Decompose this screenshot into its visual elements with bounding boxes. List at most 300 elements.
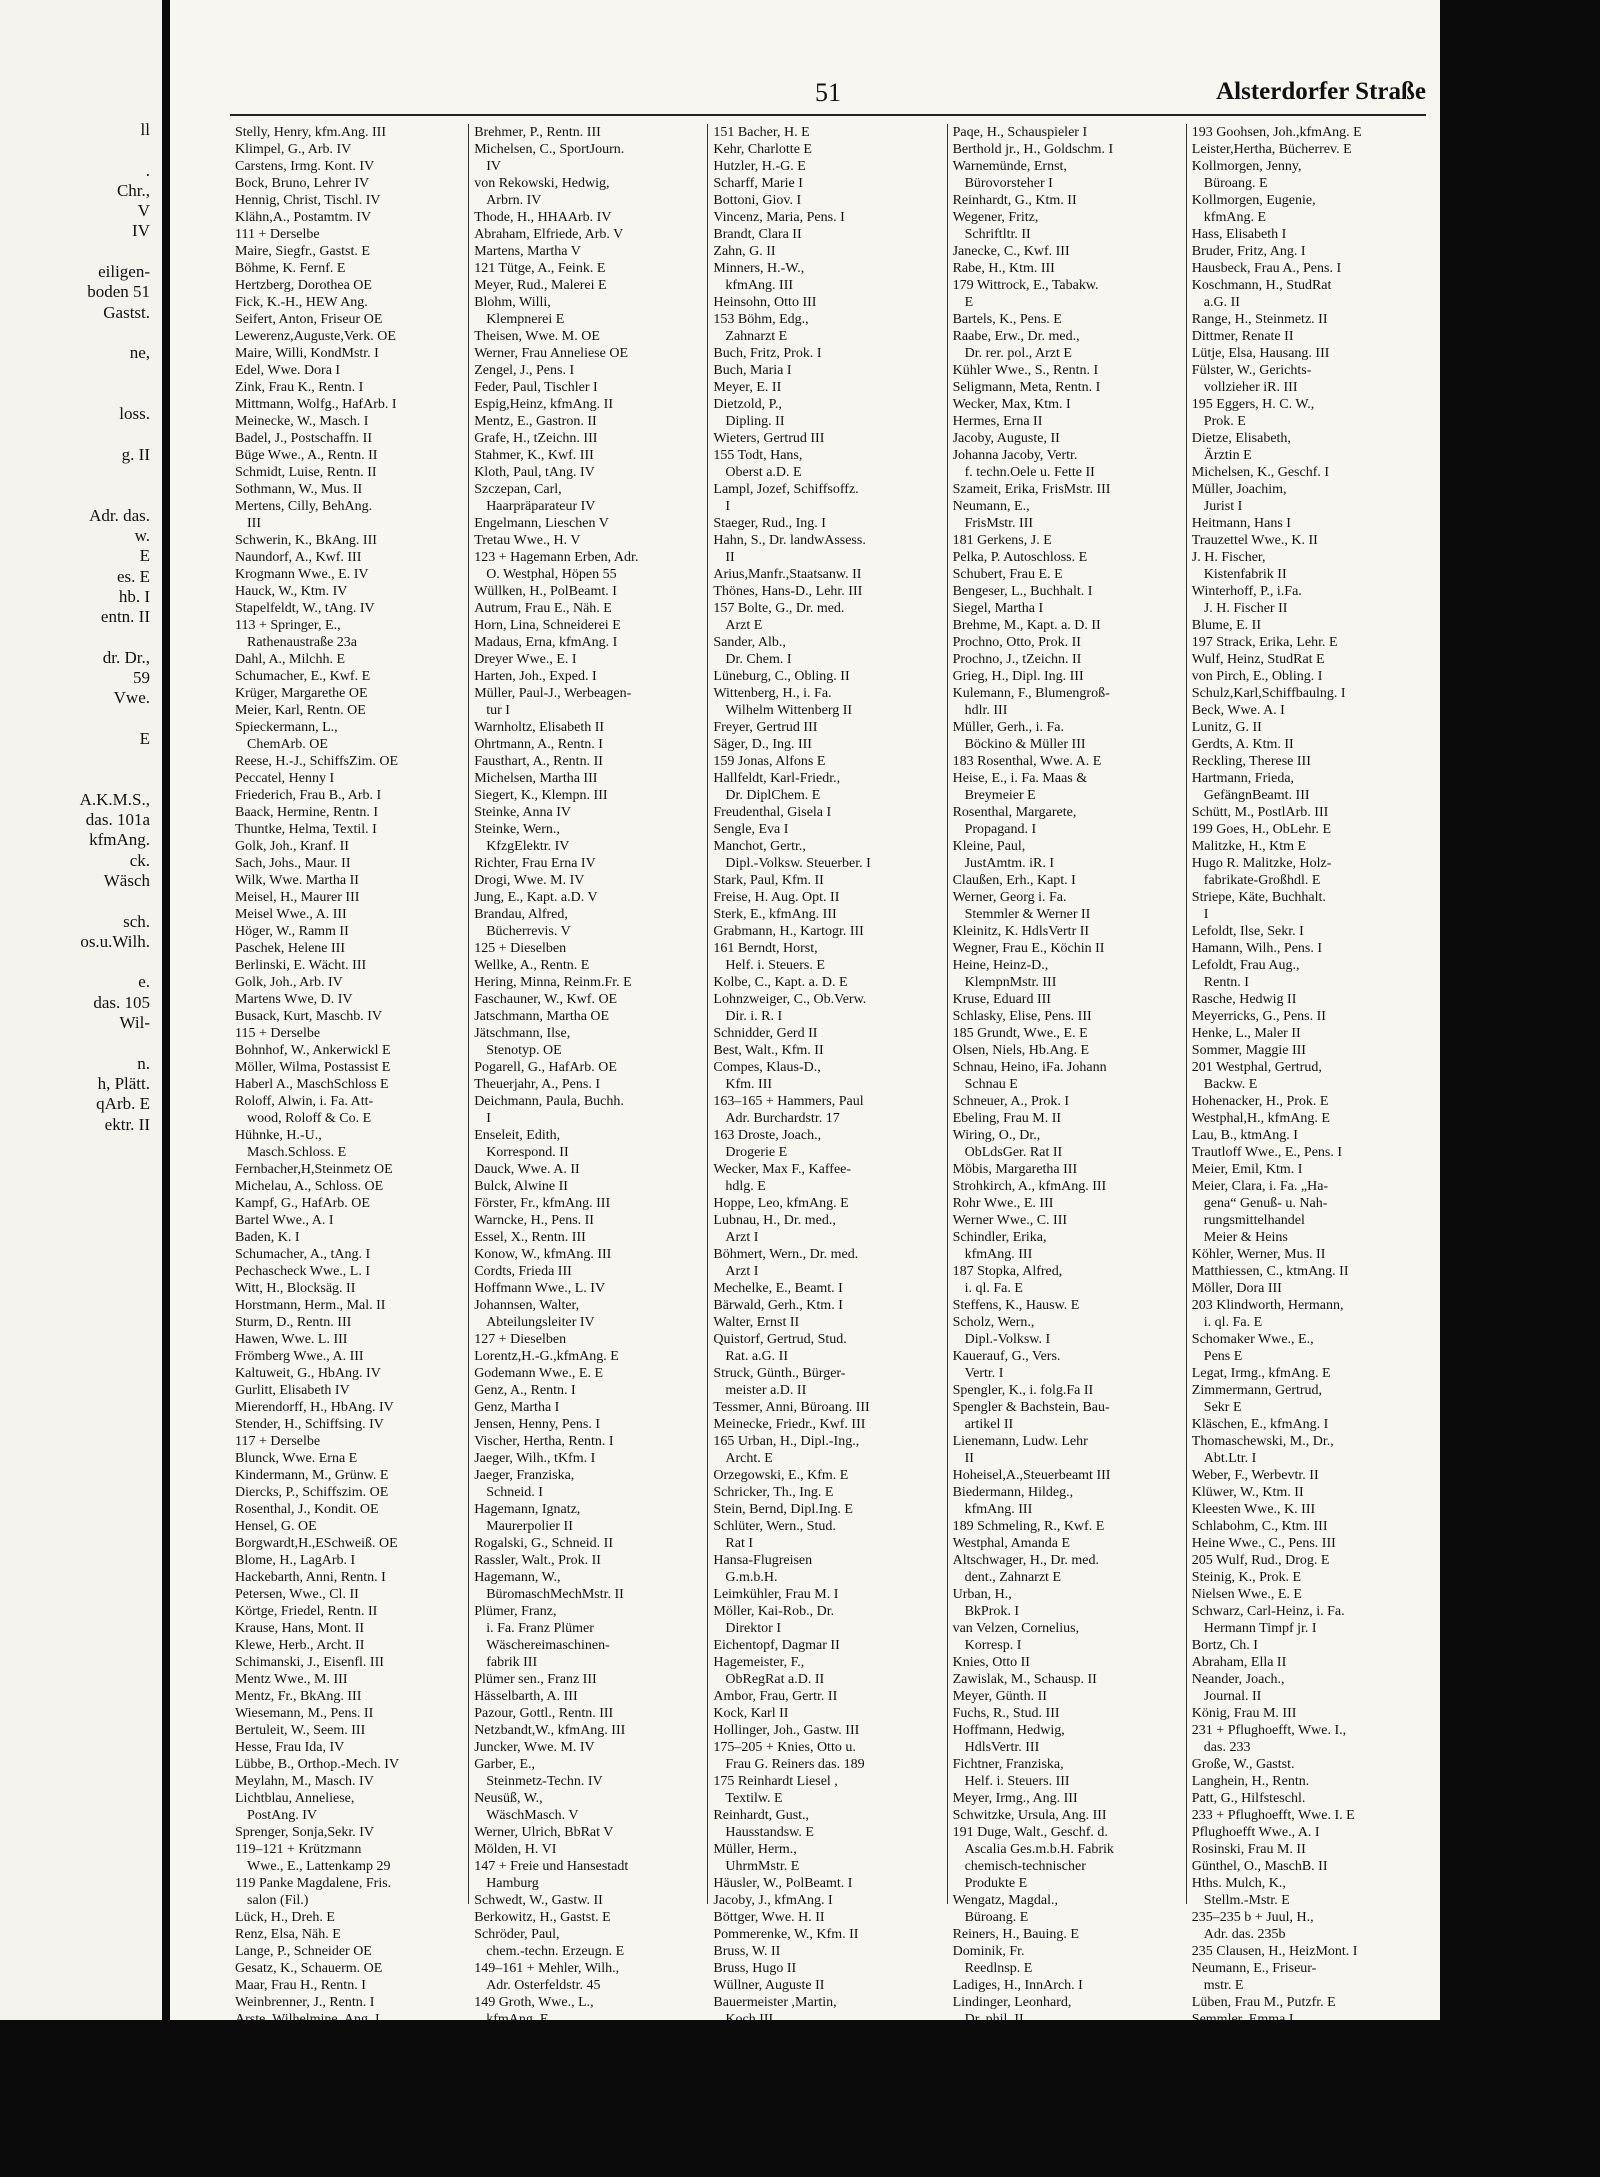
directory-entry: Leister,Hertha, Bücherrev. E [1191, 142, 1352, 157]
directory-entry: Schnau E [964, 1077, 1018, 1092]
strip-line: eiligen- [98, 262, 150, 282]
directory-entry: Säger, D., Ing. III [713, 737, 812, 752]
directory-entry: 231 + Pflughoefft, Wwe. I., [1191, 1723, 1347, 1738]
directory-entry: Zimmermann, Gertrud, [1191, 1383, 1323, 1398]
directory-entry: dent., Zahnarzt E [964, 1570, 1061, 1585]
directory-entry: Schmidt, Luise, Rentn. II [235, 465, 377, 480]
strip-line: ne, [129, 343, 150, 363]
directory-entry: Paqe, H., Schauspieler I [952, 125, 1088, 140]
directory-entry: BkProk. I [964, 1604, 1020, 1619]
previous-page-strip [0, 0, 162, 2020]
directory-entry: 165 Urban, H., Dipl.-Ing., [713, 1434, 860, 1449]
directory-entry: Thode, H., HHAArb. IV [474, 210, 612, 225]
directory-entry: Maire, Willi, KondMstr. I [235, 346, 379, 361]
directory-entry: Pommerenke, W., Kfm. II [713, 1927, 859, 1942]
directory-entry: Scharff, Marie I [713, 176, 803, 191]
directory-entry: chem.-techn. Erzeugn. E [486, 1944, 625, 1959]
strip-line [0, 323, 156, 343]
directory-entry: Möller, Dora III [1191, 1281, 1282, 1296]
directory-entry: J. H. Fischer, [1191, 550, 1266, 565]
directory-entry: Hutzler, H.-G. E [713, 159, 806, 174]
directory-entry: Zengel, J., Pens. I [474, 363, 575, 378]
directory-entry: Konow, W., kfmAng. III [474, 1247, 612, 1262]
directory-entry: Schimanski, J., Eisenfl. III [235, 1655, 384, 1670]
directory-entry: Hauck, W., Ktm. IV [235, 584, 348, 599]
directory-entry: Scholz, Wern., [952, 1315, 1035, 1330]
directory-entry: Hennig, Christ, Tischl. IV [235, 193, 381, 208]
directory-entry: Madaus, Erna, kfmAng. I [474, 635, 618, 650]
directory-entry: Wilhelm Wittenberg II [725, 703, 853, 718]
directory-entry: Wegner, Frau E., Köchin II [952, 941, 1105, 956]
directory-entry: Gesatz, K., Schauerm. OE [235, 1961, 383, 1976]
directory-entry: Range, H., Steinmetz. II [1191, 312, 1328, 327]
directory-entry: Wulf, Heinz, StudRat E [1191, 652, 1325, 667]
directory-entry: Hagemeister, F., [713, 1655, 805, 1670]
directory-entry: Schütt, M., PostlArb. III [1191, 805, 1329, 820]
previous-page-text [0, 120, 156, 1135]
directory-entry: Lichtblau, Anneliese, [235, 1791, 355, 1806]
strip-line: 59 [133, 668, 150, 688]
directory-entry: von Rekowski, Hedwig, [474, 176, 610, 191]
directory-entry: kfmAng. III [964, 1247, 1033, 1262]
strip-line: das. 105 [93, 992, 150, 1012]
directory-entry: Prochno, Otto, Prok. II [952, 635, 1081, 650]
directory-entry: Lewerenz,Auguste,Verk. OE [235, 329, 396, 344]
directory-entry: Dittmer, Renate II [1191, 329, 1294, 344]
directory-entry: Lampl, Jozef, Schiffsoffz. [713, 482, 859, 497]
directory-entry: gena“ Genuß- u. Nah- [1203, 1196, 1328, 1211]
directory-entry: Godemann Wwe., E. E [474, 1366, 604, 1381]
directory-entry: Müller, Gerh., i. Fa. [952, 720, 1065, 735]
column-3 [708, 124, 947, 2010]
directory-entry: Krogmann Wwe., E. IV [235, 567, 369, 582]
directory-entry: Schlabohm, C., Ktm. III [1191, 1519, 1328, 1534]
directory-entry: 159 Jonas, Alfons E [713, 754, 826, 769]
directory-entry: Lunitz, G. II [1191, 720, 1262, 735]
directory-entry: 185 Grundt, Wwe., E. E [952, 1026, 1088, 1041]
directory-entry: Kistenfabrik II [1203, 567, 1287, 582]
directory-entry: 149–161 + Mehler, Wilh., [474, 1961, 620, 1976]
directory-entry: Stellm.-Mstr. E [1203, 1893, 1290, 1908]
directory-entry: Spieckermann, L., [235, 720, 338, 735]
directory-entry: Blunck, Wwe. Erna E [235, 1451, 358, 1466]
directory-entry: Breymeier E [964, 788, 1036, 803]
directory-entry: O. Westphal, Höpen 55 [486, 567, 617, 582]
directory-entry: Fernbacher,H,Steinmetz OE [235, 1162, 393, 1177]
directory-entry: 149 Groth, Wwe., L., [474, 1995, 594, 2010]
directory-entry: Fichtner, Franziska, [952, 1757, 1064, 1772]
directory-entry: Dr. DiplChem. E [725, 788, 821, 803]
directory-entry: Kulemann, F., Blumengroß- [952, 686, 1110, 701]
directory-entry: Grabmann, H., Kartogr. III [713, 924, 864, 939]
directory-entry: van Velzen, Cornelius, [952, 1621, 1080, 1636]
directory-entry: Golk, Joh., Kranf. II [235, 839, 349, 854]
directory-entry: Szczepan, Carl, [474, 482, 562, 497]
directory-entry: Bortz, Ch. I [1191, 1638, 1258, 1653]
directory-entry: Seifert, Anton, Friseur OE [235, 312, 383, 327]
directory-entry: Trauzettel Wwe., K. II [1191, 533, 1318, 548]
directory-entry: Meier & Heins [1203, 1230, 1288, 1245]
directory-entry: 187 Stopka, Alfred, [952, 1264, 1063, 1279]
directory-entry: Plümer, Franz, [474, 1604, 557, 1619]
directory-entry: artikel II [964, 1417, 1014, 1432]
directory-entry: Hoheisel,A.,Steuerbeamt III [952, 1468, 1111, 1483]
directory-entry: Hackebarth, Anni, Rentn. I [235, 1570, 386, 1585]
directory-entry: Sekr E [1203, 1400, 1242, 1415]
directory-entry: Hoffmann, Hedwig, [952, 1723, 1065, 1738]
directory-entry: Pens E [1203, 1349, 1243, 1364]
directory-entry: 163–165 + Hammers, Paul [713, 1094, 864, 1109]
directory-entry: Kollmorgen, Jenny, [1191, 159, 1302, 174]
directory-entry: Schumacher, A., tAng. I [235, 1247, 371, 1262]
strip-line: das. 101a [85, 810, 150, 830]
directory-entry: Striepe, Käte, Buchhalt. [1191, 890, 1326, 905]
directory-entry: Meinecke, W., Masch. I [235, 414, 369, 429]
directory-entry: Warnholtz, Elisabeth II [474, 720, 605, 735]
directory-entry: Michelsen, C., SportJourn. [474, 142, 625, 157]
directory-entry: Garber, E., [474, 1757, 536, 1772]
column-2 [469, 124, 708, 2010]
directory-entry: Werner, Georg i. Fa. [952, 890, 1067, 905]
directory-entry: Grieg, H., Dipl. Ing. III [952, 669, 1084, 684]
directory-entry: Naundorf, A., Kwf. III [235, 550, 362, 565]
directory-entry: Wiring, O., Dr., [952, 1128, 1041, 1143]
directory-entry: Lück, H., Dreh. E [235, 1910, 335, 1925]
directory-entry: Sturm, D., Rentn. III [235, 1315, 352, 1330]
directory-entry: Dr. rer. pol., Arzt E [964, 346, 1072, 361]
directory-entry: Oberst a.D. E [725, 465, 802, 480]
directory-entry: 193 Goohsen, Joh.,kfmAng. E [1191, 125, 1362, 140]
directory-entry: Buch, Maria I [713, 363, 792, 378]
directory-entry: Archt. E [725, 1451, 773, 1466]
scan-background [0, 2020, 1600, 2177]
directory-entry: Brehme, M., Kapt. a. D. II [952, 618, 1101, 633]
directory-entry: Walter, Ernst II [713, 1315, 800, 1330]
directory-entry: Rassler, Walt., Prok. II [474, 1553, 601, 1568]
strip-line: ll [140, 120, 150, 139]
directory-entry: Arius,Manfr.,Staatsanw. II [713, 567, 862, 582]
directory-entry: Helf. i. Steuers. III [964, 1774, 1070, 1789]
directory-entry: Rasche, Hedwig II [1191, 992, 1297, 1007]
directory-entry: Sprenger, Sonja,Sekr. IV [235, 1825, 375, 1840]
strip-line [0, 627, 156, 647]
directory-entry: Hamann, Wilh., Pens. I [1191, 941, 1323, 956]
directory-entry: Ärztin E [1203, 448, 1252, 463]
directory-entry: Richter, Frau Erna IV [474, 856, 596, 871]
directory-entry: Meinecke, Friedr., Kwf. III [713, 1417, 866, 1432]
directory-entry: Siegel, Martha I [952, 601, 1044, 616]
column-4 [948, 124, 1187, 2010]
directory-entry: HdlsVertr. III [964, 1740, 1040, 1755]
directory-entry: Netzbandt,W., kfmAng. III [474, 1723, 626, 1738]
directory-entry: Roloff, Alwin, i. Fa. Att- [235, 1094, 374, 1109]
strip-line [0, 952, 156, 972]
strip-line: Wäsch [103, 870, 150, 890]
directory-entry: Abraham, Ella II [1191, 1655, 1287, 1670]
strip-line: g. II [121, 444, 150, 464]
directory-entry: FrisMstr. III [964, 516, 1034, 531]
directory-entry: das. 233 [1203, 1740, 1251, 1755]
directory-entry: Klüwer, W., Ktm. II [1191, 1485, 1304, 1500]
directory-entry: Jacoby, J., kfmAng. I [713, 1893, 833, 1908]
directory-entry: Blume, E. II [1191, 618, 1262, 633]
directory-entry: Petersen, Wwe., Cl. II [235, 1587, 359, 1602]
directory-entry: KfzgElektr. IV [486, 839, 570, 854]
directory-entry: a.G. II [1203, 295, 1240, 310]
directory-entry: Janecke, C., Kwf. III [952, 244, 1070, 259]
strip-line: A.K.M.S., [79, 789, 150, 809]
directory-entry: Große, W., Gastst. [1191, 1757, 1295, 1772]
directory-entry: Koschmann, H., StudRat [1191, 278, 1332, 293]
directory-entry: UhrmMstr. E [725, 1859, 800, 1874]
directory-entry: Möbis, Margaretha III [952, 1162, 1078, 1177]
directory-entry: Gerdts, A. Ktm. II [1191, 737, 1294, 752]
directory-entry: Wegener, Fritz, [952, 210, 1039, 225]
directory-entry: wood, Roloff & Co. E [247, 1111, 372, 1126]
strip-line: loss. [119, 404, 150, 424]
directory-entry: Pelka, P. Autoschloss. E [952, 550, 1088, 565]
directory-entry: Frömberg Wwe., A. III [235, 1349, 364, 1364]
directory-entry: Klewe, Herb., Archt. II [235, 1638, 365, 1653]
directory-entry: Tessmer, Anni, Büroang. III [713, 1400, 870, 1415]
directory-entry: i. Fa. Franz Plümer [486, 1621, 594, 1636]
strip-line [0, 485, 156, 505]
directory-entry: Carstens, Irmg. Kont. IV [235, 159, 375, 174]
directory-entry: Schnau, Heino, iFa. Johann [952, 1060, 1107, 1075]
directory-entry: Direktor I [725, 1621, 781, 1636]
directory-entry: Hermes, Erna II [952, 414, 1043, 429]
street-title: Alsterdorfer Straße [1216, 78, 1426, 105]
strip-line: os.u.Wilh. [80, 931, 150, 951]
directory-entry: meister a.D. II [725, 1383, 807, 1398]
directory-entry: Neander, Joach., [1191, 1672, 1285, 1687]
directory-entry: Zahnarzt E [725, 329, 788, 344]
directory-entry: Manchot, Gertr., [713, 839, 806, 854]
directory-entry: II [725, 550, 735, 565]
directory-entry: 235–235 b + Juul, H., [1191, 1910, 1314, 1925]
directory-entry: Meisel, H., Maurer III [235, 890, 360, 905]
directory-entry: Höger, W., Ramm II [235, 924, 349, 939]
strip-line [0, 242, 156, 262]
directory-entry: i. ql. Fa. E [1203, 1315, 1263, 1330]
directory-entry: Dreyer Wwe., E. I [474, 652, 577, 667]
directory-entry: Hoffmann Wwe., L. IV [474, 1281, 606, 1296]
directory-entry: Zink, Frau K., Rentn. I [235, 380, 364, 395]
directory-entry: Horstmann, Herm., Mal. II [235, 1298, 386, 1313]
directory-entry: Müller, Herm., [713, 1842, 797, 1857]
strip-line [0, 891, 156, 911]
directory-entry: 183 Rosenthal, Wwe. A. E [952, 754, 1102, 769]
directory-entry: Witt, H., Blocksäg. II [235, 1281, 356, 1296]
directory-entry: Gurlitt, Elisabeth IV [235, 1383, 350, 1398]
directory-entry: Dauck, Wwe. A. II [474, 1162, 580, 1177]
strip-line [0, 140, 156, 160]
directory-entry: Martens, Martha V [474, 244, 581, 259]
directory-entry: kfmAng. III [964, 1502, 1033, 1517]
directory-entry: Bulck, Alwine II [474, 1179, 568, 1194]
directory-entry: Schwitzke, Ursula, Ang. III [952, 1808, 1107, 1823]
directory-entry: Meier, Clara, i. Fa. „Ha- [1191, 1179, 1329, 1194]
page-number: 51 [815, 78, 841, 107]
directory-entry: Schumacher, E., Kwf. E [235, 669, 371, 684]
directory-entry: Vertr. I [964, 1366, 1004, 1381]
directory-entry: 203 Klindworth, Hermann, [1191, 1298, 1344, 1313]
directory-entry: 147 + Freie und Hansestadt [474, 1859, 629, 1874]
directory-entry: Quistorf, Gertrud, Stud. [713, 1332, 847, 1347]
directory-entry: Bohnhof, W., Ankerwickl E [235, 1043, 391, 1058]
directory-entry: Ambor, Frau, Gertr. II [713, 1689, 838, 1704]
directory-entry: von Pirch, E., Obling. I [1191, 669, 1323, 684]
directory-entry: 125 + Dieselben [474, 941, 567, 956]
directory-entry: Bengeser, L., Buchhalt. I [952, 584, 1093, 599]
directory-entry: Freyer, Gertrud III [713, 720, 818, 735]
directory-entry: Mierendorff, H., HbAng. IV [235, 1400, 394, 1415]
directory-entry: Förster, Fr., kfmAng. III [474, 1196, 611, 1211]
directory-entry: König, Frau M. III [1191, 1706, 1297, 1721]
directory-entry: IV [486, 159, 501, 174]
directory-entry: chemisch-technischer [964, 1859, 1086, 1874]
directory-entry: Mechelke, E., Beamt. I [713, 1281, 843, 1296]
directory-entry: Kleesten Wwe., K. III [1191, 1502, 1316, 1517]
strip-line: . [145, 160, 150, 180]
directory-entry: 175–205 + Knies, Otto u. [713, 1740, 856, 1755]
directory-entry: Reinhardt, Gust., [713, 1808, 810, 1823]
directory-entry: Korresp. I [964, 1638, 1022, 1653]
directory-entry: Brehmer, P., Rentn. III [474, 125, 601, 140]
directory-entry: Minners, H.-W., [713, 261, 805, 276]
directory-entry: Michelsen, K., Geschf. I [1191, 465, 1330, 480]
directory-entry: Meylahn, M., Masch. IV [235, 1774, 374, 1789]
column-5 [1187, 124, 1426, 2010]
directory-entry: Hartmann, Frieda, [1191, 771, 1295, 786]
directory-entry: Berthold jr., H., Goldschm. I [952, 142, 1114, 157]
strip-line [0, 364, 156, 384]
page-header [230, 78, 1426, 116]
directory-entry: 157 Bolte, G., Dr. med. [713, 601, 845, 616]
directory-entry: Malitzke, H., Ktm E [1191, 839, 1307, 854]
directory-entry: Kläschen, E., kfmAng. I [1191, 1417, 1329, 1432]
directory-entry: 201 Westphal, Gertrud, [1191, 1060, 1322, 1075]
directory-entry: Kehr, Charlotte E [713, 142, 812, 157]
directory-entry: 199 Goes, H., ObLehr. E [1191, 822, 1331, 837]
directory-entry: Raabe, Erw., Dr. med., [952, 329, 1080, 344]
directory-entry: Thuntke, Helma, Textil. I [235, 822, 377, 837]
strip-line: kfmAng. [89, 830, 150, 850]
directory-entry: Hawen, Wwe. L. III [235, 1332, 348, 1347]
directory-entry: Dipl.-Volksw. Steuerber. I [725, 856, 871, 871]
directory-entry: Rabe, H., Ktm. III [952, 261, 1055, 276]
directory-entry: Baack, Hermine, Rentn. I [235, 805, 379, 820]
directory-entry: Maire, Siegfr., Gastst. E [235, 244, 370, 259]
directory-entry: Sommer, Maggie III [1191, 1043, 1306, 1058]
directory-entry: Meisel Wwe., A. III [235, 907, 347, 922]
directory-entry: Genz, A., Rentn. I [474, 1383, 576, 1398]
directory-entry: Pogarell, G., HafArb. OE [474, 1060, 617, 1075]
directory-entry: Ebeling, Frau M. II [952, 1111, 1062, 1126]
directory-entry: Spengler & Bachstein, Bau- [952, 1400, 1110, 1415]
directory-entry: Kauerauf, G., Vers. [952, 1349, 1061, 1364]
directory-entry: Best, Walt., Kfm. II [713, 1043, 824, 1058]
directory-entry: Krüger, Margarethe OE [235, 686, 368, 701]
directory-entry: Schneuer, A., Prok. I [952, 1094, 1070, 1109]
directory-entry: II [964, 1451, 974, 1466]
directory-entry: hdlr. III [964, 703, 1008, 718]
directory-entry: Weber, F., Werbevtr. II [1191, 1468, 1319, 1483]
directory-entry: Essel, X., Rentn. III [474, 1230, 586, 1245]
directory-entry: Arzt E [725, 618, 763, 633]
directory-entry: Claußen, Erh., Kapt. I [952, 873, 1076, 888]
directory-entry: Schricker, Th., Ing. E [713, 1485, 834, 1500]
directory-entry: Ohrtmann, A., Rentn. I [474, 737, 603, 752]
directory-entry: Wüllner, Auguste II [713, 1978, 825, 1993]
directory-entry: Schulz,Karl,Schiffbaulng. I [1191, 686, 1346, 701]
directory-entry: Fuchs, R., Stud. III [952, 1706, 1060, 1721]
directory-entry: Leimkühler, Frau M. I [713, 1587, 839, 1602]
directory-entry: Lübbe, B., Orthop.-Mech. IV [235, 1757, 400, 1772]
directory-entry: Häusler, W., PolBeamt. I [713, 1876, 853, 1891]
directory-entry: fabrikate-Großhdl. E [1203, 873, 1321, 888]
directory-entry: Baden, K. I [235, 1230, 300, 1245]
directory-entry: rungsmittelhandel [1203, 1213, 1305, 1228]
directory-entry: Böttger, Wwe. H. II [713, 1910, 825, 1925]
directory-entry: Masch.Schloss. E [247, 1145, 347, 1160]
directory-entry: Klimpel, G., Arb. IV [235, 142, 352, 157]
directory-entry: Böhmert, Wern., Dr. med. [713, 1247, 859, 1262]
directory-entry: 121 Tütge, A., Feink. E [474, 261, 606, 276]
directory-entry: Diercks, P., Schiffszim. OE [235, 1485, 389, 1500]
directory-entry: Lorentz,H.-G.,kfmAng. E [474, 1349, 619, 1364]
directory-entry: I [1203, 907, 1209, 922]
directory-entry: Buch, Fritz, Prok. I [713, 346, 822, 361]
directory-entry: 115 + Derselbe [235, 1026, 321, 1041]
directory-entry: Heine Wwe., C., Pens. III [1191, 1536, 1336, 1551]
directory-entry: Thönes, Hans-D., Lehr. III [713, 584, 863, 599]
directory-entry: Strohkirch, A., kfmAng. III [952, 1179, 1107, 1194]
directory-entry: Peccatel, Henny I [235, 771, 335, 786]
directory-entry: Jensen, Henny, Pens. I [474, 1417, 601, 1432]
directory-entry: Krause, Hans, Mont. II [235, 1621, 365, 1636]
directory-entry: vollzieher iR. III [1203, 380, 1298, 395]
directory-entry: Dahl, A., Milchh. E [235, 652, 346, 667]
directory-entry: Frau G. Reiners das. 189 [725, 1757, 865, 1772]
directory-entry: Klempnerei E [486, 312, 565, 327]
directory-entry: Fick, K.-H., HEW Ang. [235, 295, 368, 310]
directory-entry: Hansa-Flugreisen [713, 1553, 813, 1568]
directory-entry: Steinke, Anna IV [474, 805, 572, 820]
directory-entry: Matthiessen, C., ktmAng. II [1191, 1264, 1349, 1279]
strip-line: Adr. das. [89, 505, 150, 525]
directory-entry: Müller, Paul-J., Werbeagen- [474, 686, 632, 701]
directory-entry: Jätschmann, Ilse, [474, 1026, 571, 1041]
strip-line: Vwe. [113, 688, 150, 708]
directory-entry: Blome, H., LagArb. I [235, 1553, 356, 1568]
directory-entry: 127 + Dieselben [474, 1332, 567, 1347]
directory-entry: Rosinski, Frau M. II [1191, 1842, 1306, 1857]
directory-entry: Propagand. I [964, 822, 1037, 837]
directory-entry: Korrespond. II [486, 1145, 569, 1160]
strip-line: n. [137, 1053, 150, 1073]
directory-entry: Büroang. E [964, 1910, 1029, 1925]
directory-entry: 191 Duge, Walt., Geschf. d. [952, 1825, 1108, 1840]
directory-entry: Günthel, O., MaschB. II [1191, 1859, 1328, 1874]
directory-entry: Kfm. III [725, 1077, 773, 1092]
directory-entry: Adr. Osterfeldstr. 45 [486, 1978, 601, 1993]
directory-entry: Schlasky, Elise, Pens. III [952, 1009, 1092, 1024]
directory-entry: Patt, G., Hilfsteschl. [1191, 1791, 1306, 1806]
directory-entry: WäschMasch. V [486, 1808, 579, 1823]
directory-entry: Renz, Elsa, Näh. E [235, 1927, 341, 1942]
directory-entry: Biedermann, Hildeg., [952, 1485, 1074, 1500]
